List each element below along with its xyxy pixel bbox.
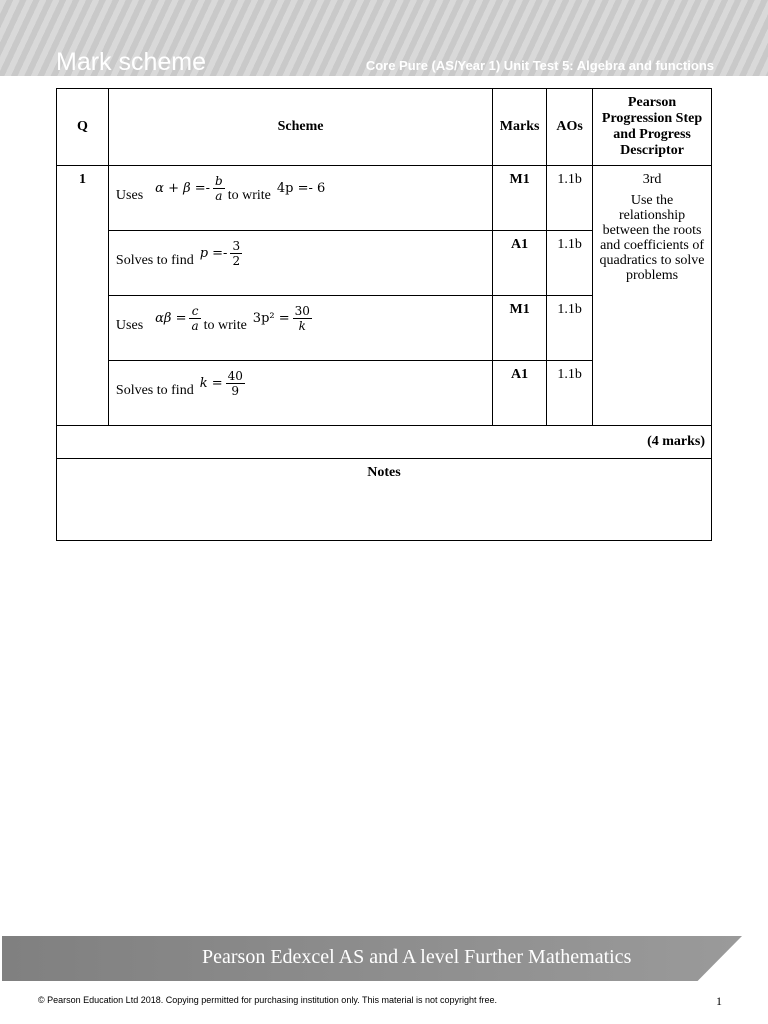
copyright-notice: © Pearson Education Ltd 2018. Copying permitted for purchasing institution only. This material is not copyright free. — [38, 995, 498, 1005]
notes-row — [57, 459, 712, 541]
header-q: Q — [57, 89, 109, 166]
ao-value: 1.1b — [547, 166, 593, 231]
fraction — [230, 239, 242, 268]
scheme-text: to write — [227, 188, 271, 203]
fraction-denominator: 9 — [231, 383, 240, 398]
math-expression: 4p =- 6 — [276, 180, 326, 196]
total-row — [57, 426, 712, 459]
fraction — [226, 369, 245, 398]
ao-value: 1.1b — [547, 361, 593, 426]
fraction-denominator: a — [191, 318, 199, 333]
page-title: Mark scheme — [56, 48, 207, 76]
ao-value: 1.1b — [547, 231, 593, 296]
math-lhs: k = — [199, 375, 223, 391]
math-lhs: p =- — [199, 245, 228, 261]
page-subtitle: Core Pure (AS/Year 1) Unit Test 5: Algebra and functions — [365, 58, 714, 73]
scheme-cell — [108, 166, 492, 231]
footer-title: Pearson Edexcel AS and A level Further Mathematics — [202, 946, 632, 968]
page-number: 1 — [716, 994, 722, 1008]
mark-value: M1 — [493, 166, 547, 231]
scheme-text: Uses — [115, 188, 144, 203]
math-lhs: αβ = — [155, 310, 187, 326]
fraction-numerator: c — [191, 303, 199, 318]
fraction-denominator: 2 — [232, 253, 241, 268]
descriptor-step: 3rd — [642, 172, 662, 187]
fraction-numerator: b — [215, 173, 223, 188]
descriptor-cell — [593, 166, 712, 426]
fraction — [293, 304, 312, 333]
scheme-cell — [108, 296, 492, 361]
mark-value: M1 — [493, 296, 547, 361]
mark-value: A1 — [493, 231, 547, 296]
question-number: 1 — [57, 166, 109, 426]
header-aos: AOs — [547, 89, 593, 166]
table-header-row — [57, 89, 712, 166]
math-lhs: α + β =- — [155, 180, 211, 196]
ao-value: 1.1b — [547, 296, 593, 361]
math-lhs: 3p² = — [252, 310, 290, 326]
scheme-cell — [108, 231, 492, 296]
fraction-numerator: 30 — [294, 303, 310, 318]
fraction-denominator: k — [298, 318, 306, 333]
total-marks: (4 marks) — [57, 426, 712, 459]
mark-scheme-table — [56, 88, 712, 541]
fraction-denominator: a — [215, 188, 223, 203]
header-descriptor: Pearson Progression Step and Progress Descriptor — [593, 89, 712, 166]
fraction-numerator: 3 — [232, 238, 241, 253]
scheme-cell — [108, 361, 492, 426]
table-row — [57, 166, 712, 231]
scheme-text: to write — [203, 318, 247, 333]
fraction-numerator: 40 — [227, 368, 243, 383]
scheme-text: Solves to find — [115, 383, 194, 398]
header-scheme: Scheme — [108, 89, 492, 166]
header-marks: Marks — [493, 89, 547, 166]
scheme-text: Uses — [115, 318, 144, 333]
fraction — [189, 304, 200, 333]
fraction — [213, 174, 225, 203]
scheme-text: Solves to find — [115, 253, 194, 268]
mark-value: A1 — [493, 361, 547, 426]
notes-label: Notes — [57, 459, 712, 541]
descriptor-text: Use the relationship between the roots and coefficients of quadratics to solve problems — [599, 193, 705, 283]
